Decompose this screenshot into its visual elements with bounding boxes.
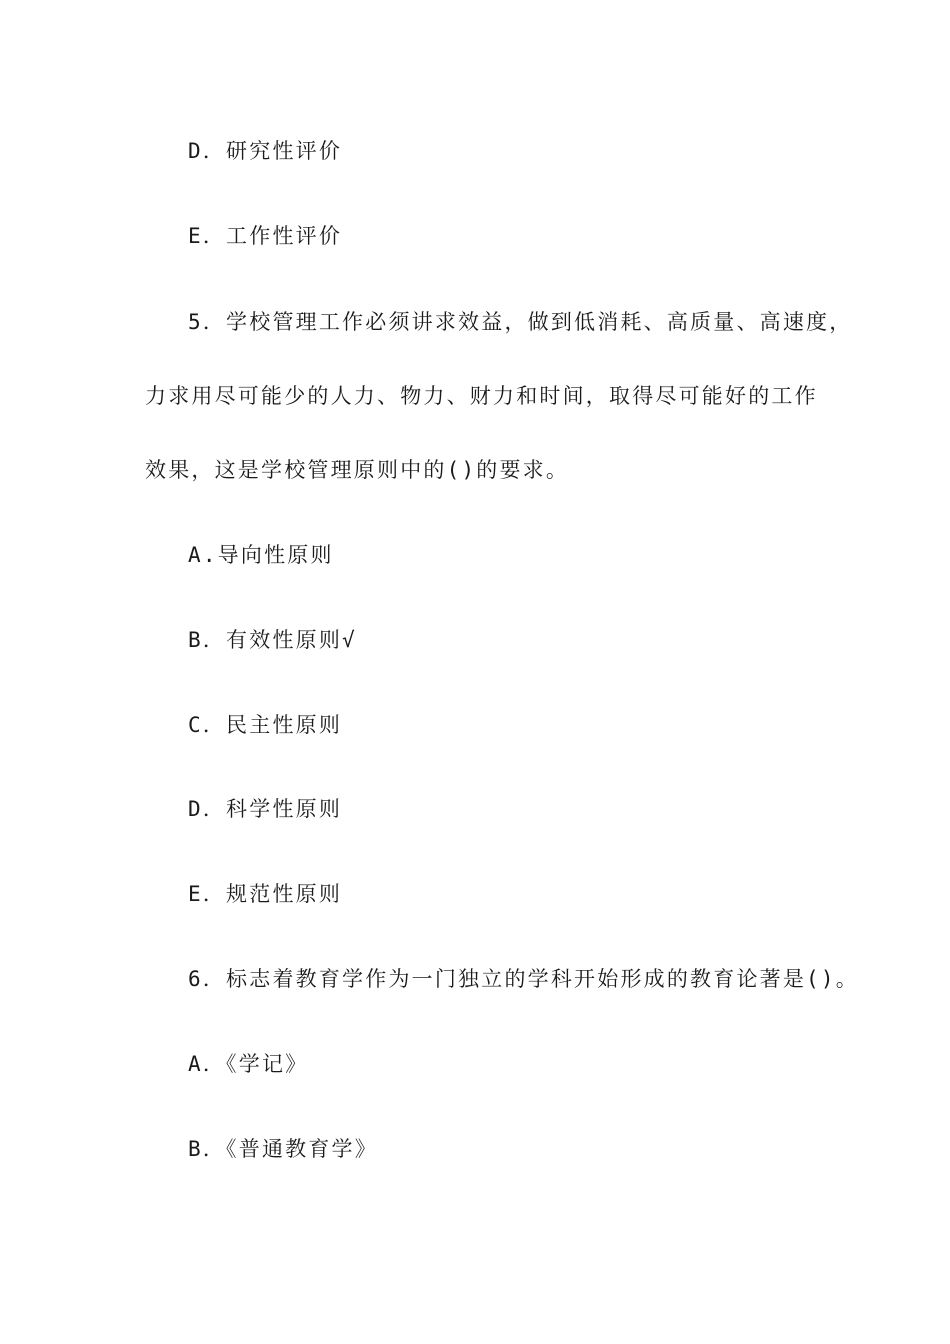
q5-stem-line-1: 5．学校管理工作必须讲求效益，做到低消耗、高质量、高速度， <box>188 310 853 334</box>
q5-option-a: A.导向性原则 <box>188 543 334 567</box>
q4-option-e: E．工作性评价 <box>188 224 343 248</box>
q5-stem-line-2: 力求用尽可能少的人力、物力、财力和时间，取得尽可能好的工作 <box>145 384 818 408</box>
q5-option-c: C．民主性原则 <box>188 713 343 737</box>
q6-option-a: A．《学记》 <box>188 1052 309 1076</box>
q6-option-b: B．《普通教育学》 <box>188 1137 378 1161</box>
q5-option-b: B．有效性原则√ <box>188 628 357 652</box>
q6-stem: 6．标志着教育学作为一门独立的学科开始形成的教育论著是()。 <box>188 967 859 991</box>
q5-option-d: D．科学性原则 <box>188 797 343 821</box>
q5-stem-line-3: 效果，这是学校管理原则中的()的要求。 <box>145 458 570 482</box>
q5-option-e: E．规范性原则 <box>188 882 343 906</box>
q4-option-d: D．研究性评价 <box>188 139 343 163</box>
